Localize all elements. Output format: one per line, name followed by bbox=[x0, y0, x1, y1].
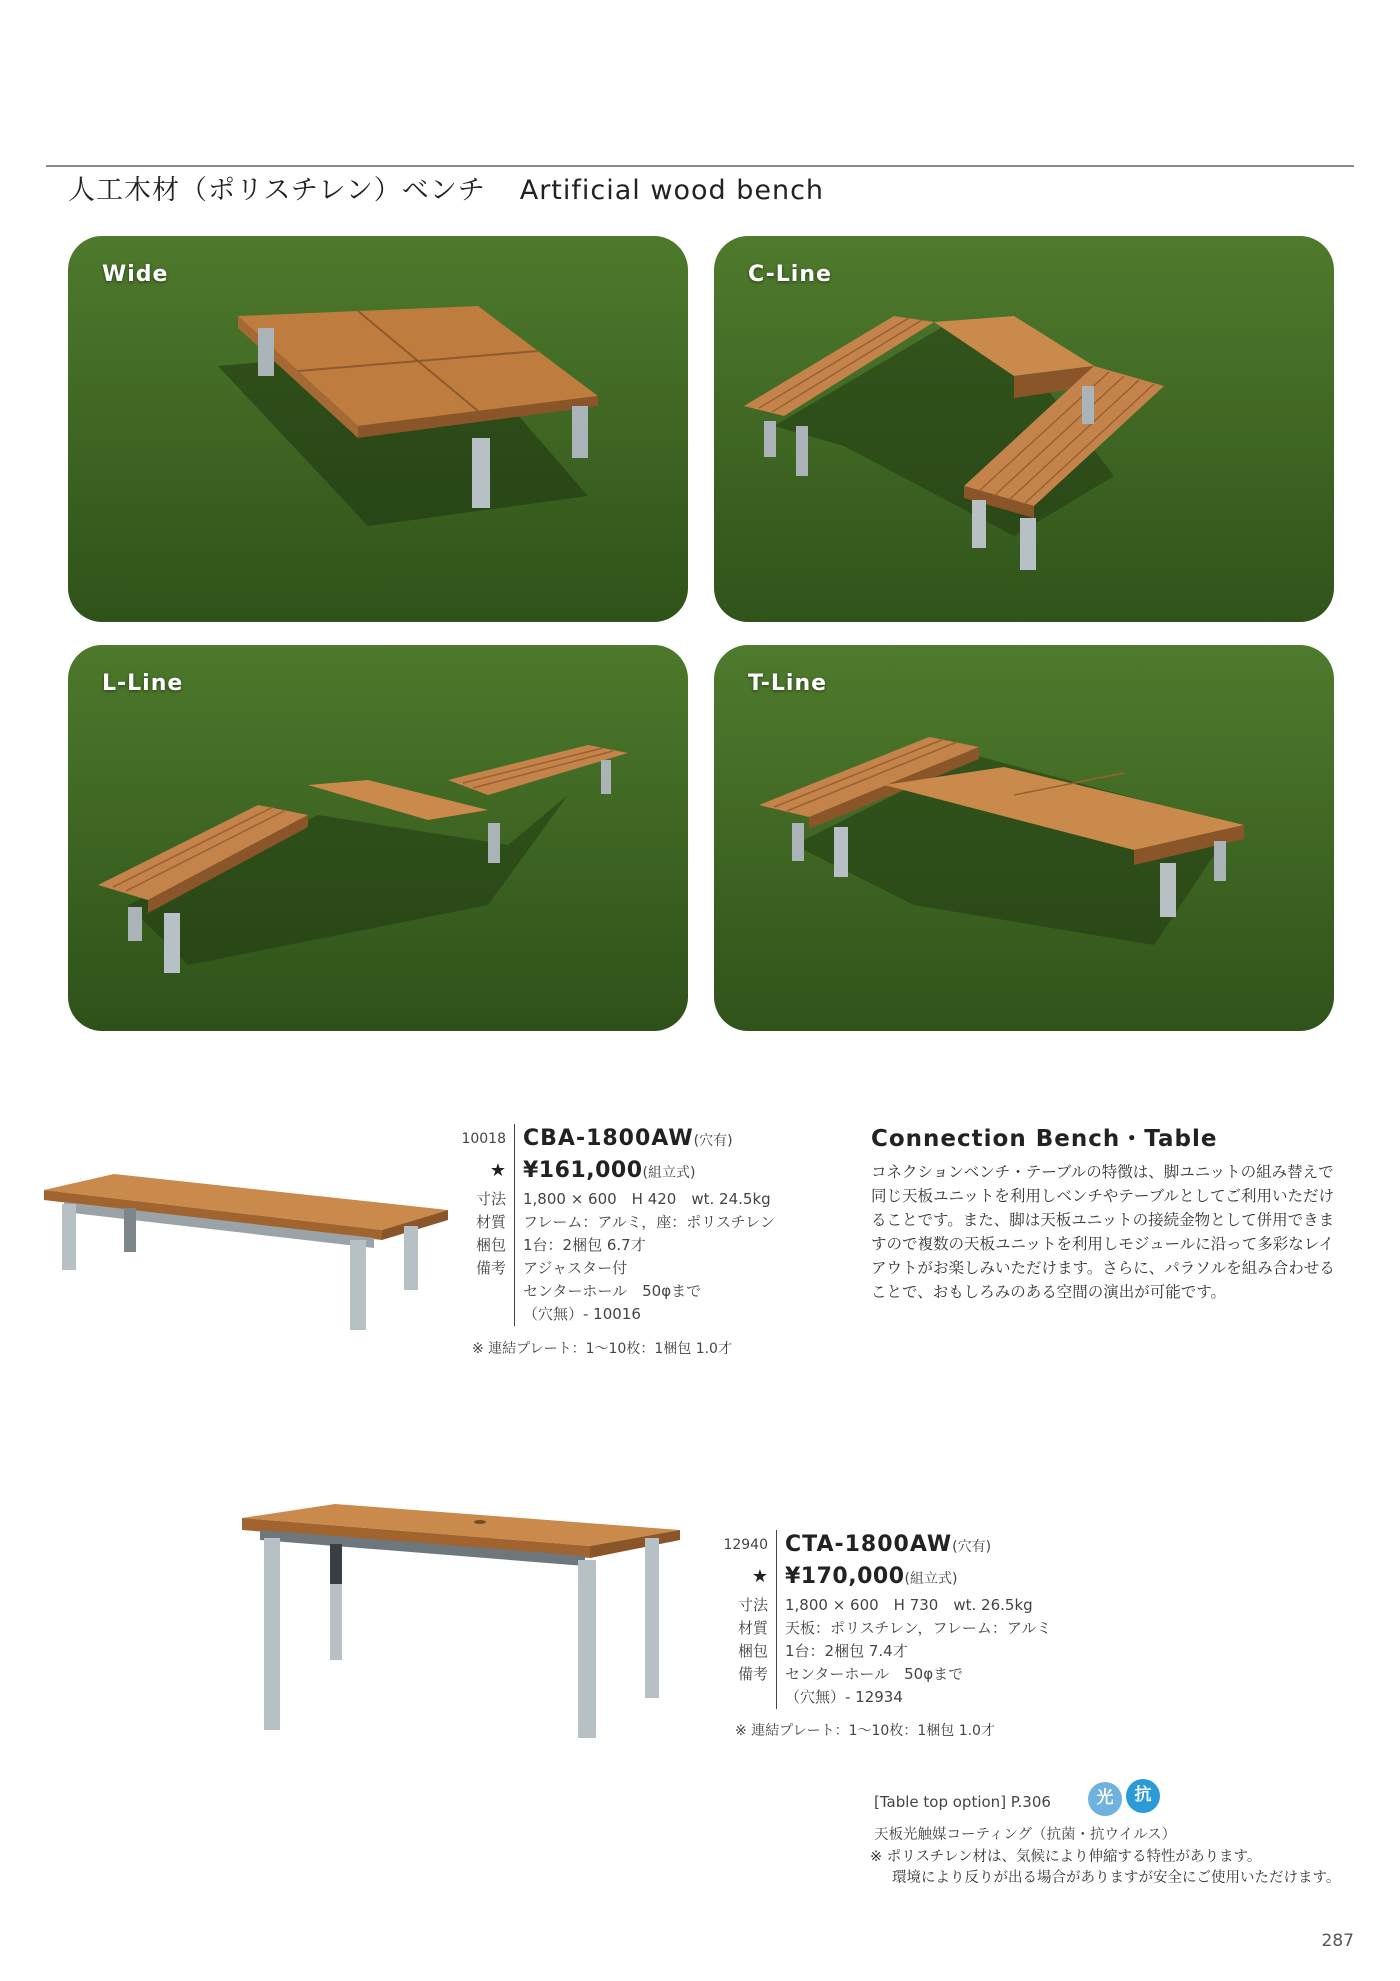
product-2-image bbox=[240, 1500, 680, 1754]
product-2-spec bbox=[716, 1530, 1051, 1709]
photo-t-line-label: T-Line bbox=[748, 671, 828, 696]
page-title-en: Artificial wood bench bbox=[519, 175, 825, 206]
product-2-spec-value: 1,800 × 600 H 730 wt. 26.5kg bbox=[776, 1594, 1033, 1617]
antibacterial-badge-icon: 抗 bbox=[1126, 1779, 1160, 1813]
product-1-price: ¥161,000 bbox=[523, 1158, 643, 1183]
table-top-option: [Table top option] P.306 bbox=[874, 1793, 1051, 1811]
photo-t-line-image bbox=[714, 645, 1334, 1031]
product-2-note: ※ 連結プレート：1〜10枚：1梱包 1.0才 bbox=[735, 1723, 995, 1739]
photo-l-line-image bbox=[68, 645, 688, 1031]
product-2-spec-value: （穴無）- 12934 bbox=[776, 1686, 903, 1709]
footnote-line-2: 環境により反りが出る場合がありますが安全にご使用いただけます。 bbox=[892, 1870, 1341, 1886]
product-1-spec-key: 梱包 bbox=[475, 1236, 506, 1254]
product-1-note: ※ 連結プレート：1〜10枚：1梱包 1.0才 bbox=[472, 1341, 732, 1357]
page-title bbox=[68, 168, 824, 207]
description-title: Connection Bench・Table bbox=[871, 1126, 1218, 1152]
photo-c-line bbox=[714, 236, 1334, 622]
photo-l-line bbox=[68, 645, 688, 1031]
product-1-spec-value: 1台：2梱包 6.7才 bbox=[514, 1234, 646, 1257]
header-rule bbox=[46, 165, 1354, 167]
photo-c-line-image bbox=[714, 236, 1334, 622]
product-2-price-note: (組立式) bbox=[904, 1571, 958, 1587]
product-2-price: ¥170,000 bbox=[785, 1564, 905, 1589]
product-2-model-note: (穴有) bbox=[952, 1539, 992, 1555]
photo-wide-image bbox=[68, 236, 688, 622]
photo-wide bbox=[68, 236, 688, 622]
footnote bbox=[870, 1847, 1340, 1889]
product-1-image bbox=[44, 1168, 454, 1342]
product-1-price-note: (組立式) bbox=[642, 1165, 696, 1181]
product-1-model-note: (穴有) bbox=[693, 1133, 733, 1149]
product-2-spec-value: 1台：2梱包 7.4才 bbox=[776, 1640, 908, 1663]
product-2-spec-key: 寸法 bbox=[737, 1596, 768, 1614]
product-1-spec-key: 備考 bbox=[475, 1259, 506, 1277]
product-1-spec-key: 寸法 bbox=[475, 1190, 506, 1208]
coating-note: 天板光触媒コーティング（抗菌・抗ウイルス） bbox=[874, 1827, 1177, 1843]
product-1-spec-key bbox=[454, 1280, 514, 1303]
product-2-spec-key: 材質 bbox=[737, 1619, 768, 1637]
product-2-code: 12940 bbox=[723, 1537, 768, 1553]
product-2-spec-value: 天板：ポリスチレン，フレーム：アルミ bbox=[776, 1617, 1051, 1640]
product-2-spec-value: センターホール 50φまで bbox=[776, 1663, 963, 1686]
product-1-spec-key bbox=[454, 1303, 514, 1326]
product-1-spec-value: （穴無）- 10016 bbox=[514, 1303, 641, 1326]
bench-illustration bbox=[44, 1168, 454, 1338]
product-2-spec-key: 備考 bbox=[737, 1665, 768, 1683]
page-title-jp: 人工木材（ポリスチレン）ベンチ bbox=[68, 175, 486, 206]
product-1-code: 10018 bbox=[461, 1131, 506, 1147]
product-2-star: ★ bbox=[751, 1566, 768, 1587]
photo-c-line-label: C-Line bbox=[748, 262, 832, 287]
product-1-spec-value: 1,800 × 600 H 420 wt. 24.5kg bbox=[514, 1188, 771, 1211]
description-body: コネクションベンチ・テーブルの特徴は、脚ユニットの組み替えで同じ天板ユニットを利用しベンチやテーブルとしてご利用いただけることです。また、脚は天板ユニットの接続金物として併用できますので複数の天板ユニットを利用しモジュールに沿って多彩なレイアウトがお楽しみいただけます。さらに、パラソルを組み合わせることで、おもしろみのある空間の演出が可能です。 bbox=[871, 1163, 1335, 1301]
product-2-model: CTA-1800AW bbox=[785, 1532, 953, 1557]
product-2-spec-key bbox=[716, 1686, 776, 1709]
photo-wide-label: Wide bbox=[102, 262, 169, 287]
product-1-spec bbox=[454, 1124, 775, 1326]
photocatalyst-badge-icon: 光 bbox=[1088, 1782, 1122, 1816]
photo-l-line-label: L-Line bbox=[102, 671, 184, 696]
footnote-line-1: ※ ポリスチレン材は、気候により伸縮する特性があります。 bbox=[870, 1849, 1262, 1865]
table-illustration bbox=[240, 1500, 680, 1750]
photo-t-line bbox=[714, 645, 1334, 1031]
product-1-spec-value: フレーム：アルミ，座：ポリスチレン bbox=[514, 1211, 775, 1234]
page-number: 287 bbox=[1321, 1931, 1354, 1951]
product-1-spec-key: 材質 bbox=[475, 1213, 506, 1231]
product-1-star: ★ bbox=[489, 1160, 506, 1181]
product-1-spec-value: アジャスター付 bbox=[514, 1257, 627, 1280]
product-1-model: CBA-1800AW bbox=[523, 1126, 694, 1151]
product-2-spec-key: 梱包 bbox=[737, 1642, 768, 1660]
product-1-spec-value: センターホール 50φまで bbox=[514, 1280, 701, 1303]
